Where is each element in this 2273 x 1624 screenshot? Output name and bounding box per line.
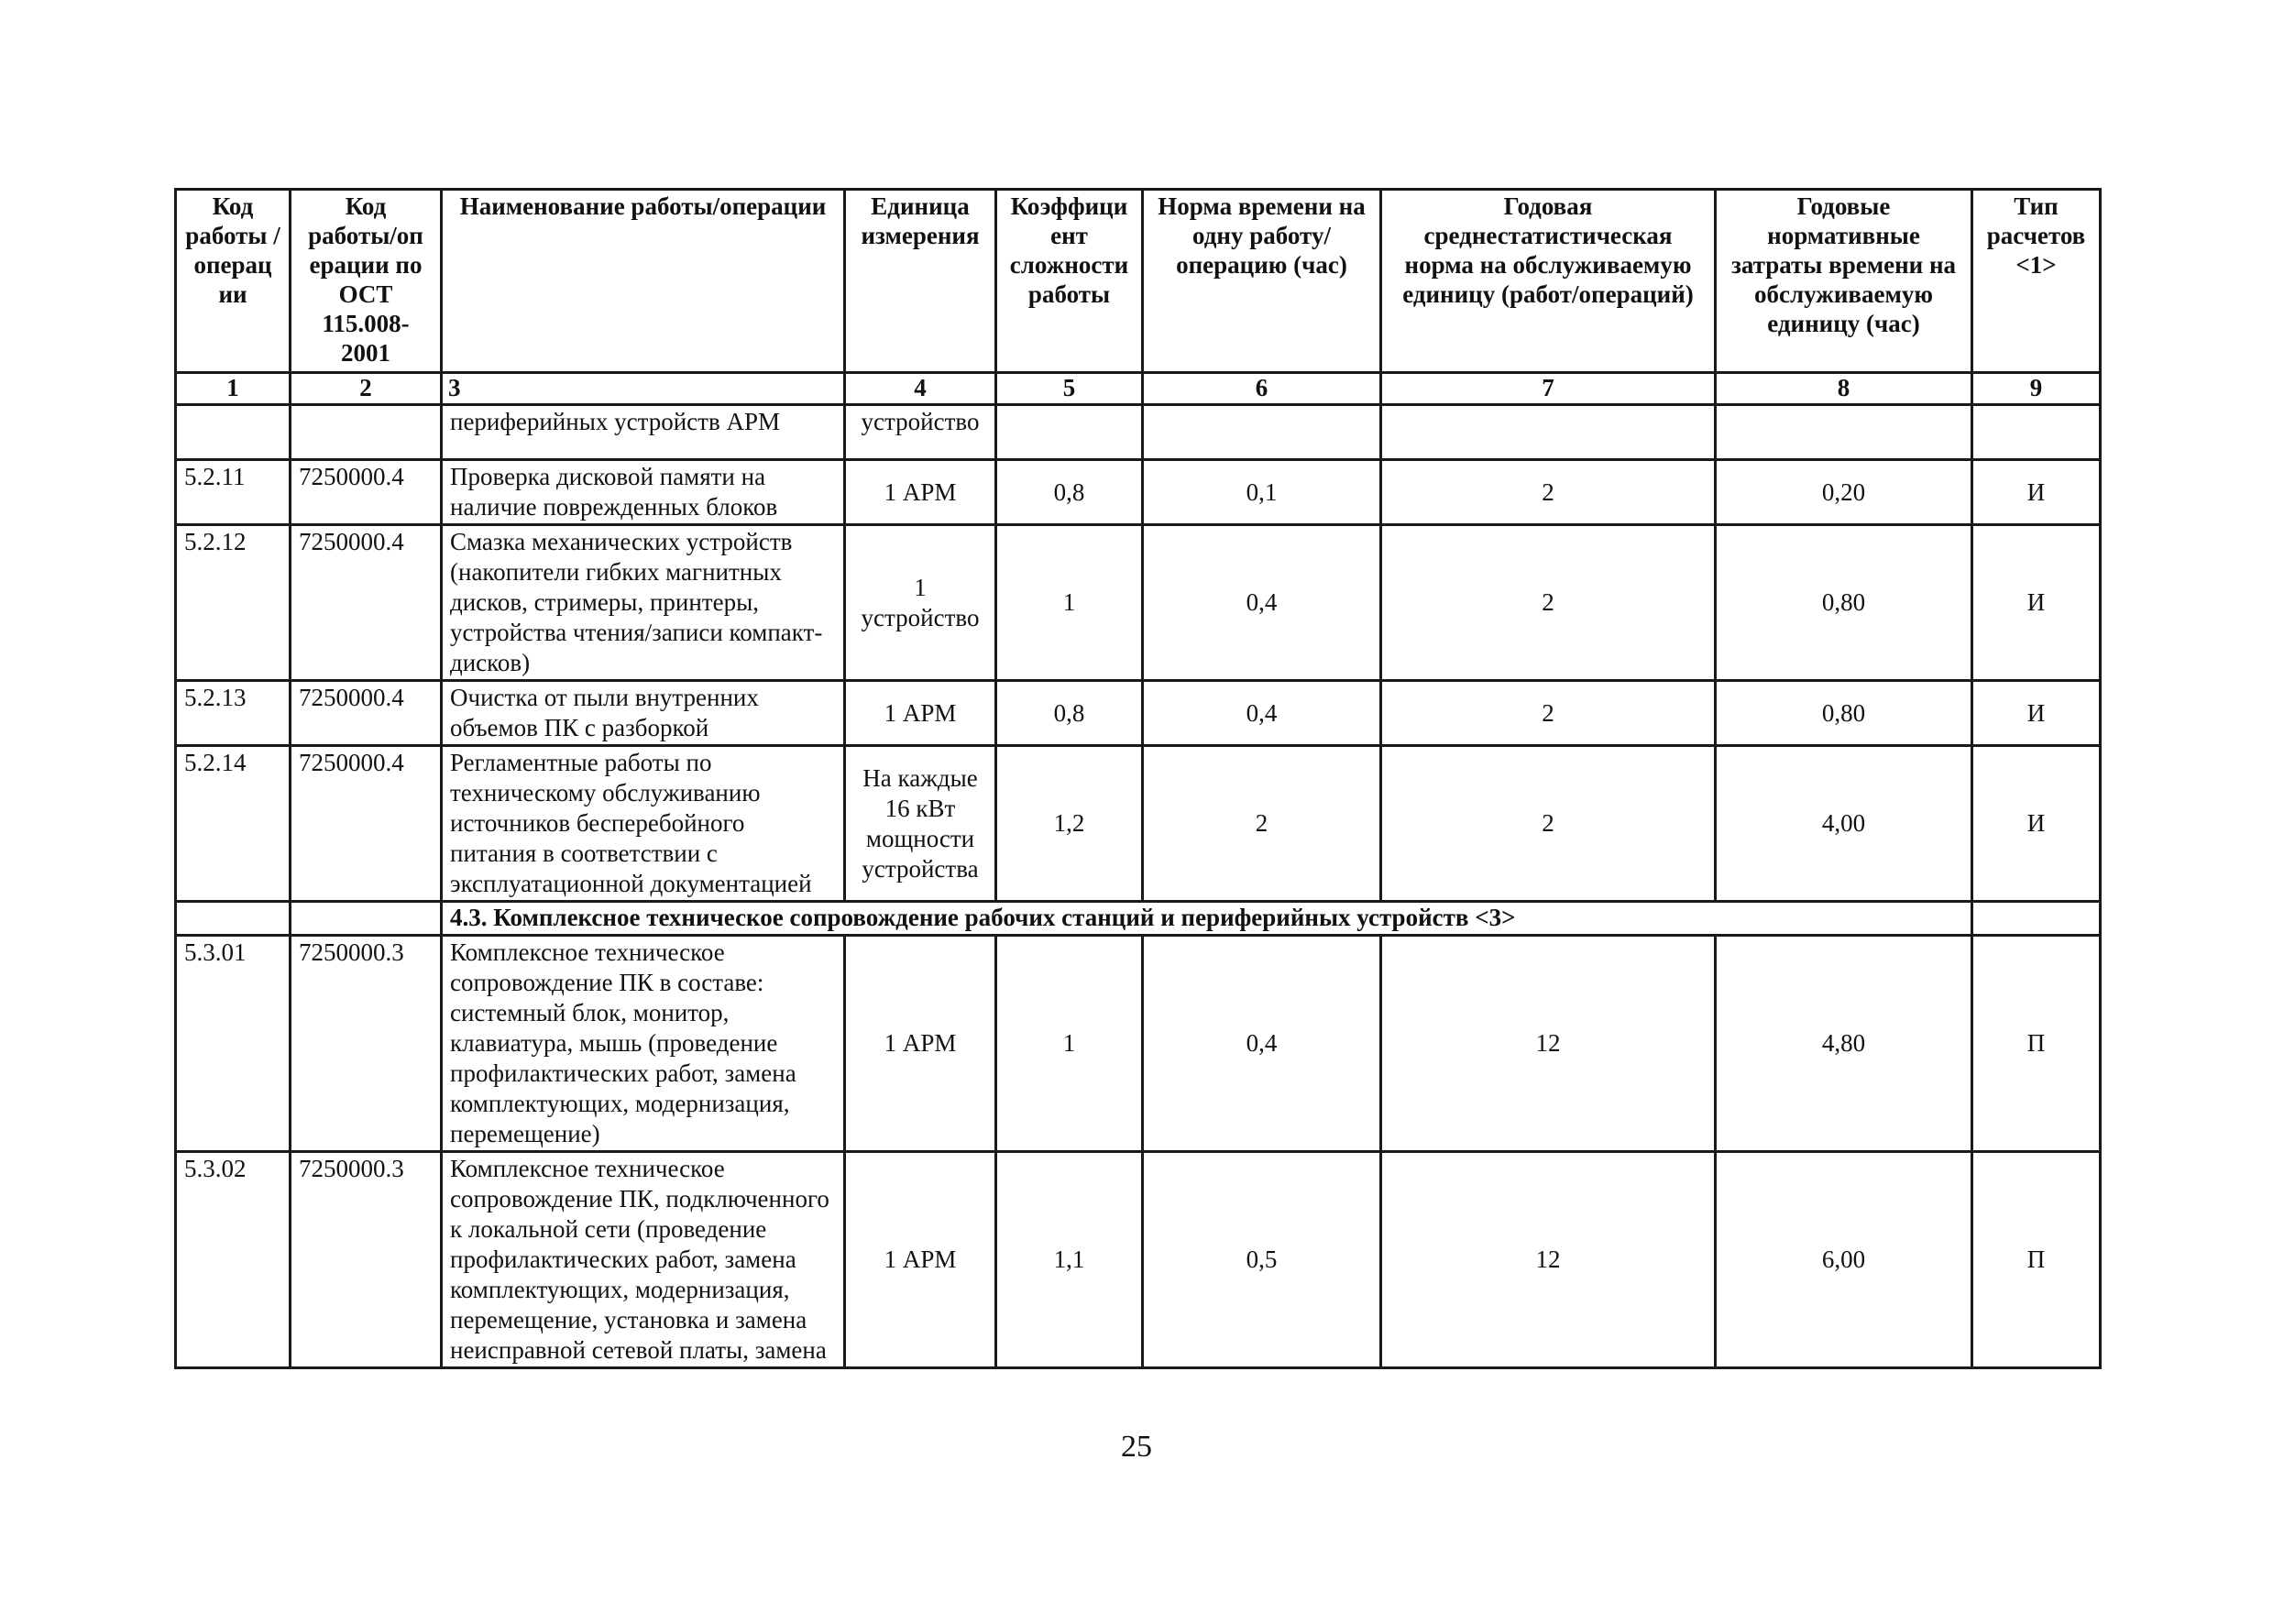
page-number: 25 (1121, 1430, 1152, 1464)
section-row (176, 902, 2101, 936)
header-cell-name: Наименование работы/операции (442, 190, 845, 373)
cell-cost (1716, 405, 1972, 460)
cell-norm: 0,4 (1143, 936, 1381, 1152)
cell-norm: 0,4 (1143, 681, 1381, 746)
table-row (176, 1152, 2101, 1368)
cell-code: 5.2.12 (176, 525, 291, 681)
header-cell-norm: Норма времени на одну работу/операцию (час) (1143, 190, 1381, 373)
cell-type: П (1972, 1152, 2101, 1368)
cell-type: И (1972, 525, 2101, 681)
cell-norm: 0,4 (1143, 525, 1381, 681)
cell-unit: устройство (845, 405, 996, 460)
cell-cost: 0,80 (1716, 681, 1972, 746)
header-cell-coef: Коэффици ент сложности работы (996, 190, 1143, 373)
cell-unit: 1 устройство (845, 525, 996, 681)
cell-name: Комплексное техническое сопровождение ПК в составе: системный блок, монитор, клавиатура, мышь (проведение профилактических работ, замена комплектующих, модернизация, перемещение) (442, 936, 845, 1152)
cell-coef: 0,8 (996, 460, 1143, 525)
table-row (176, 746, 2101, 902)
column-number: 8 (1716, 373, 1972, 405)
continuation-row (176, 405, 2101, 460)
cell-coef: 1 (996, 936, 1143, 1152)
column-number: 5 (996, 373, 1143, 405)
cell-norm: 2 (1143, 746, 1381, 902)
norms-table (174, 188, 2102, 1369)
cell-cost: 6,00 (1716, 1152, 1972, 1368)
cell-annual: 2 (1381, 681, 1716, 746)
cell-unit: 1 АРМ (845, 1152, 996, 1368)
column-number-row (176, 373, 2101, 405)
column-number: 3 (442, 373, 845, 405)
cell-name: Проверка дисковой памяти на наличие поврежденных блоков (442, 460, 845, 525)
column-number: 2 (291, 373, 442, 405)
cell-type: И (1972, 681, 2101, 746)
header-cell-type: Тип расчетов <1> (1972, 190, 2101, 373)
cell-code: 5.2.11 (176, 460, 291, 525)
cell-type (1972, 405, 2101, 460)
table-row (176, 681, 2101, 746)
cell-ost-code: 7250000.3 (291, 936, 442, 1152)
cell-code: 5.3.02 (176, 1152, 291, 1368)
cell-type: И (1972, 746, 2101, 902)
cell-code (176, 902, 291, 936)
cell-cost: 4,80 (1716, 936, 1972, 1152)
header-cell-code: Код работы /операц ии (176, 190, 291, 373)
cell-code: 5.3.01 (176, 936, 291, 1152)
cell-norm: 0,1 (1143, 460, 1381, 525)
cell-name: Смазка механических устройств (накопители гибких магнитных дисков, стримеры, принтеры, устройства чтения/записи компакт-дисков) (442, 525, 845, 681)
header-cell-cost: Годовые нормативные затраты времени на обслуживаемую единицу (час) (1716, 190, 1972, 373)
cell-annual: 2 (1381, 525, 1716, 681)
cell-type: П (1972, 936, 2101, 1152)
cell-ost-code (291, 902, 442, 936)
cell-annual: 2 (1381, 460, 1716, 525)
cell-name: Комплексное техническое сопровождение ПК, подключенного к локальной сети (проведение профилактических работ, замена комплектующих, модернизация, перемещение, установка и замена неисправной сетевой платы, замена (442, 1152, 845, 1368)
cell-norm (1143, 405, 1381, 460)
cell-annual: 2 (1381, 746, 1716, 902)
table-row (176, 936, 2101, 1152)
cell-ost-code: 7250000.4 (291, 525, 442, 681)
cell-name: Очистка от пыли внутренних объемов ПК с разборкой (442, 681, 845, 746)
cell-cost: 4,00 (1716, 746, 1972, 902)
table-row (176, 525, 2101, 681)
cell-annual (1381, 405, 1716, 460)
cell-code: 5.2.13 (176, 681, 291, 746)
cell-unit: 1 АРМ (845, 936, 996, 1152)
cell-coef: 1 (996, 525, 1143, 681)
cell-code: 5.2.14 (176, 746, 291, 902)
section-title: 4.3. Комплексное техническое сопровождение рабочих станций и периферийных устройств <3> (442, 902, 1972, 936)
table-header-row (176, 190, 2101, 373)
cell-norm: 0,5 (1143, 1152, 1381, 1368)
column-number: 6 (1143, 373, 1381, 405)
table-body (176, 190, 2101, 1368)
column-number: 7 (1381, 373, 1716, 405)
cell-coef: 1,1 (996, 1152, 1143, 1368)
column-number: 9 (1972, 373, 2101, 405)
cell-unit: На каждые 16 кВт мощности устройства (845, 746, 996, 902)
cell-coef: 0,8 (996, 681, 1143, 746)
cell-name: периферийных устройств АРМ (442, 405, 845, 460)
cell-type (1972, 902, 2101, 936)
header-cell-unit: Единица измерения (845, 190, 996, 373)
column-number: 4 (845, 373, 996, 405)
header-cell-annual: Годовая среднестатистическая норма на обслуживаемую единицу (работ/операций) (1381, 190, 1716, 373)
cell-ost-code (291, 405, 442, 460)
cell-type: И (1972, 460, 2101, 525)
header-cell-ost-code: Код работы/оп ерации по ОСТ 115.008-2001 (291, 190, 442, 373)
cell-ost-code: 7250000.4 (291, 460, 442, 525)
column-number: 1 (176, 373, 291, 405)
cell-unit: 1 АРМ (845, 460, 996, 525)
cell-coef: 1,2 (996, 746, 1143, 902)
cell-ost-code: 7250000.4 (291, 681, 442, 746)
cell-annual: 12 (1381, 936, 1716, 1152)
cell-unit: 1 АРМ (845, 681, 996, 746)
cell-coef (996, 405, 1143, 460)
cell-cost: 0,80 (1716, 525, 1972, 681)
cell-code (176, 405, 291, 460)
table-row (176, 460, 2101, 525)
cell-annual: 12 (1381, 1152, 1716, 1368)
cell-name: Регламентные работы по техническому обслуживанию источников бесперебойного питания в соответствии с эксплуатационной документацией (442, 746, 845, 902)
cell-cost: 0,20 (1716, 460, 1972, 525)
cell-ost-code: 7250000.3 (291, 1152, 442, 1368)
cell-ost-code: 7250000.4 (291, 746, 442, 902)
